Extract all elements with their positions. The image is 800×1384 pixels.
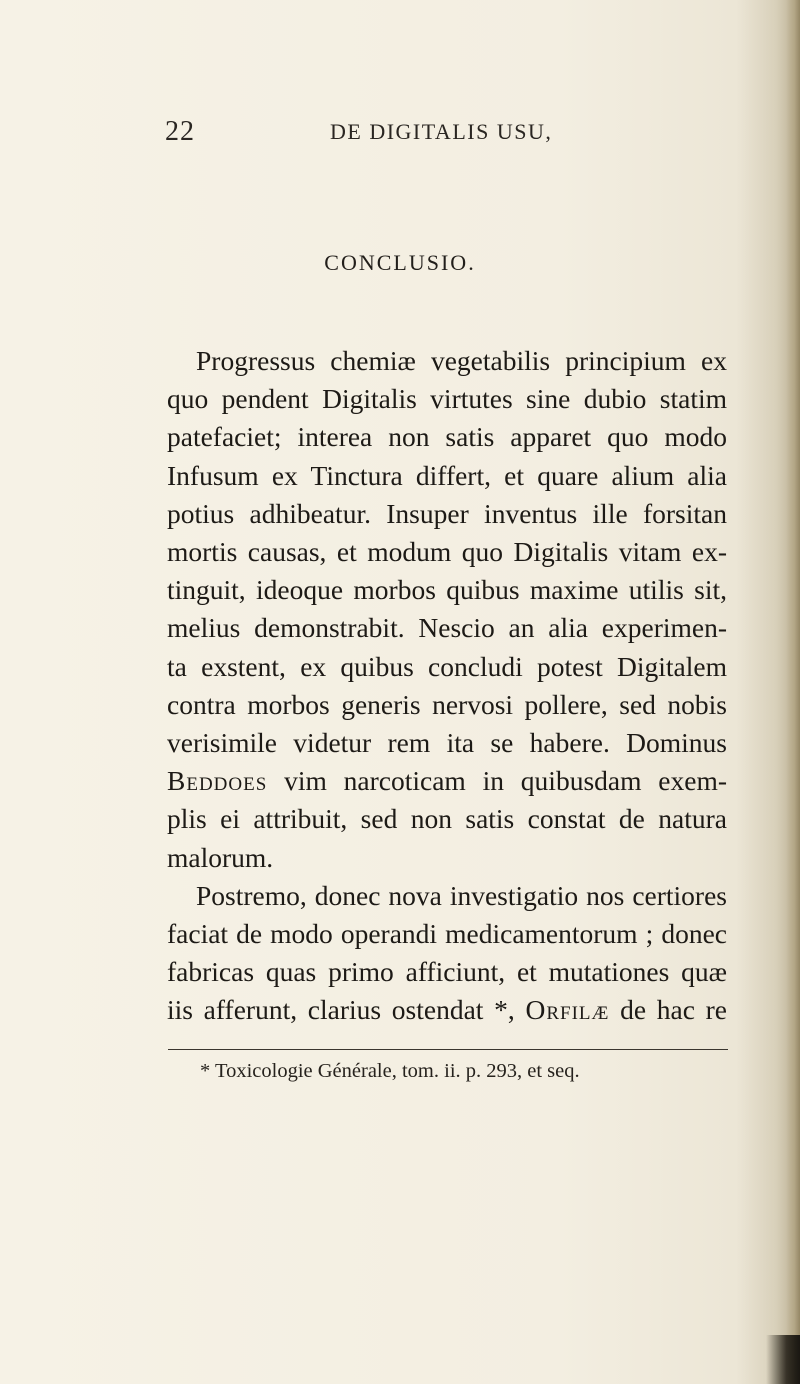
text-line: patefaciet; interea non satis apparet quo modo bbox=[167, 421, 727, 453]
text-fragment: iis afferunt, clarius ostendat bbox=[167, 994, 484, 1026]
text-line: tinguit, ideoque morbos quibus maxime utilis sit, bbox=[167, 574, 727, 606]
footnote-divider bbox=[168, 1049, 728, 1050]
text-line bbox=[167, 762, 727, 800]
footnote-marker: *, bbox=[494, 994, 515, 1026]
text-fragment: vim narcoticam in quibusdam exem- bbox=[284, 765, 727, 797]
page-number: 22 bbox=[165, 116, 195, 147]
author-name-orfila: Orfilæ bbox=[525, 994, 610, 1026]
text-line: quo pendent Digitalis virtutes sine dubio statim bbox=[167, 383, 727, 415]
author-name-beddoes: Beddoes bbox=[167, 765, 268, 797]
text-fragment: de hac re bbox=[620, 994, 727, 1026]
running-head bbox=[165, 116, 725, 146]
running-title: DE DIGITALIS USU, bbox=[330, 119, 553, 144]
text-line: potius adhibeatur. Insuper inventus ille forsitan bbox=[167, 497, 727, 529]
page-corner-shadow bbox=[766, 1335, 800, 1384]
text-line: malorum. bbox=[167, 841, 274, 873]
text-line: Infusum ex Tinctura differt, et quare alium alia bbox=[167, 459, 727, 491]
text-line: plis ei attribuit, sed non satis constat de natura bbox=[167, 803, 727, 835]
text-line: verisimile videtur rem ita se habere. Dominus bbox=[167, 727, 727, 759]
text-line: ta exstent, ex quibus concludi potest Digitalem bbox=[167, 650, 727, 682]
page-edge-shadow bbox=[786, 0, 800, 1384]
text-line: fabricas quas primo afficiunt, et mutationes quæ bbox=[167, 956, 727, 988]
text-line: mortis causas, et modum quo Digitalis vitam ex- bbox=[167, 536, 727, 568]
text-line: Postremo, donec nova investigatio nos certiores bbox=[196, 879, 727, 911]
text-line: faciat de modo operandi medicamentorum ; donec bbox=[167, 918, 727, 950]
body-text bbox=[167, 342, 727, 1030]
footnote: * Toxicologie Générale, tom. ii. p. 293, et seq. bbox=[200, 1060, 580, 1082]
text-line: melius demonstrabit. Nescio an alia experimen- bbox=[167, 612, 727, 644]
section-heading: CONCLUSIO. bbox=[324, 250, 476, 275]
text-line: Progressus chemiæ vegetabilis principium ex bbox=[196, 345, 727, 376]
text-line bbox=[167, 991, 727, 1029]
text-line: contra morbos generis nervosi pollere, sed nobis bbox=[167, 688, 727, 720]
